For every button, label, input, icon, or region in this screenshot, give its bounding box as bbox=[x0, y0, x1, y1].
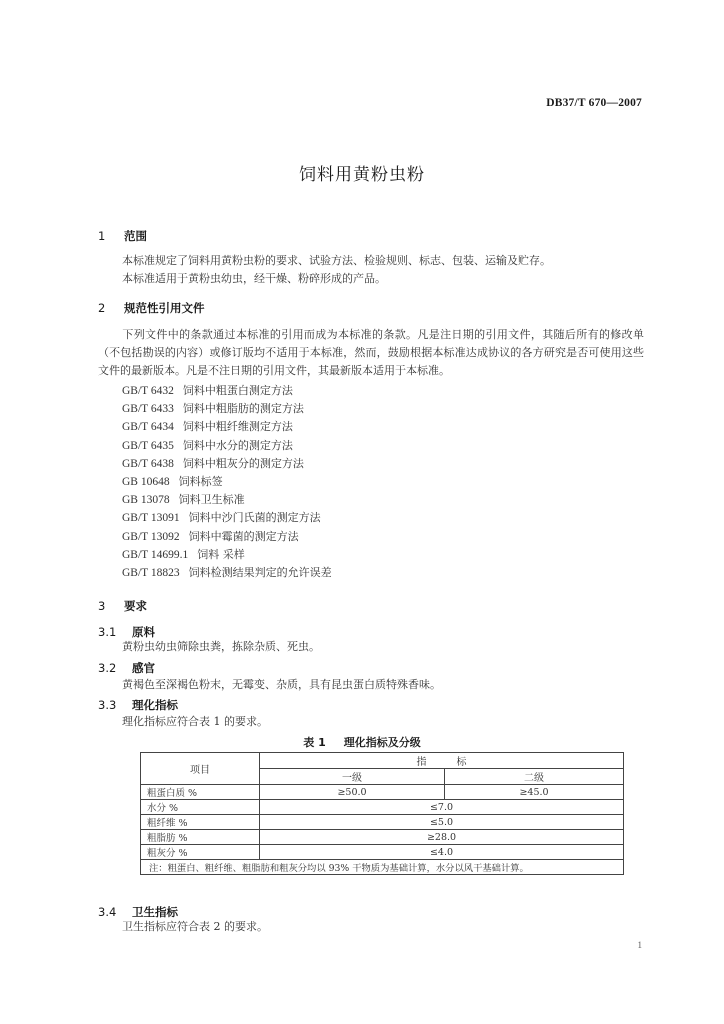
column-header-index: 指 标 bbox=[260, 753, 624, 769]
table-caption: 表 1 理化指标及分级 bbox=[303, 736, 421, 749]
section-title: 范围 bbox=[124, 229, 147, 243]
table-row: 粗纤维 % ≤5.0 bbox=[141, 815, 624, 830]
table-row: 水分 % ≤7.0 bbox=[141, 800, 624, 815]
physicochemical-text: 理化指标应符合表 1 的要求。 bbox=[122, 715, 268, 728]
physicochemical-table bbox=[140, 752, 624, 875]
reference-item: GB/T 6435 饲料中水分的测定方法 bbox=[122, 438, 293, 452]
section-heading-3 bbox=[98, 598, 147, 614]
section-number: 3 bbox=[98, 599, 106, 613]
reference-item: GB/T 13092 饲料中霉菌的测定方法 bbox=[122, 529, 299, 543]
reference-item: GB/T 14699.1 饲料 采样 bbox=[122, 547, 245, 561]
reference-item: GB 10648 饲料标签 bbox=[122, 475, 223, 489]
table-note: 注：粗蛋白、粗纤维、粗脂肪和粗灰分均以 93% 干物质为基础计算，水分以风干基础计算。 bbox=[141, 860, 624, 875]
reference-list bbox=[122, 382, 332, 582]
scope-paragraph-2: 本标准适用于黄粉虫幼虫，经干燥、粉碎形成的产品。 bbox=[122, 272, 386, 285]
table-row: 粗脂肪 % ≥28.0 bbox=[141, 830, 624, 845]
table-row: 粗灰分 % ≤4.0 bbox=[141, 845, 624, 860]
subsection-heading-3-4: 3.4 卫生指标 bbox=[98, 905, 178, 919]
sensory-text: 黄褐色至深褐色粉末，无霉变、杂质，具有昆虫蛋白质特殊香味。 bbox=[122, 678, 441, 691]
section-title: 要求 bbox=[124, 599, 147, 613]
reference-item: GB/T 13091 饲料中沙门氏菌的测定方法 bbox=[122, 511, 321, 525]
reference-item: GB/T 6432 饲料中粗蛋白测定方法 bbox=[122, 384, 293, 397]
section-heading-1 bbox=[98, 228, 147, 244]
column-header-grade-2: 二级 bbox=[445, 769, 624, 785]
reference-item: GB/T 6438 饲料中粗灰分的测定方法 bbox=[122, 456, 304, 470]
page-number: 1 bbox=[637, 940, 642, 950]
reference-item: GB/T 18823 饲料检测结果判定的允许误差 bbox=[122, 566, 332, 580]
standard-code: DB37/T 670—2007 bbox=[546, 97, 642, 109]
table-row: 粗蛋白质 % ≥50.0 ≥45.0 bbox=[141, 785, 624, 800]
scope-paragraph-1: 本标准规定了饲料用黄粉虫粉的要求、试验方法、检验规则、标志、包装、运输及贮存。 bbox=[122, 254, 551, 267]
section-heading-2 bbox=[98, 300, 205, 316]
reference-item: GB/T 6434 饲料中粗纤维测定方法 bbox=[122, 420, 293, 434]
section-number: 2 bbox=[98, 301, 106, 315]
normative-references-paragraph: 下列文件中的条款通过本标准的引用而成为本标准的条款。凡是注日期的引用文件，其随后所有的修改单（不包括勘误的内容）或修订版均不适用于本标准，然而，鼓励根据本标准达成协议的各方研究是否可使用这些文件的最新版本。凡是不注日期的引用文件，其最新版本适用于本标准。 bbox=[98, 328, 644, 377]
document-title: 饲料用黄粉虫粉 bbox=[299, 165, 425, 185]
table-note-row bbox=[141, 860, 624, 875]
section-number: 1 bbox=[98, 229, 106, 243]
subsection-heading-3-3: 3.3 理化指标 bbox=[98, 698, 178, 712]
hygiene-text: 卫生指标应符合表 2 的要求。 bbox=[122, 920, 268, 933]
reference-item: GB/T 6433 饲料中粗脂肪的测定方法 bbox=[122, 402, 304, 416]
reference-item: GB 13078 饲料卫生标准 bbox=[122, 493, 245, 507]
section-title: 规范性引用文件 bbox=[124, 301, 205, 315]
subsection-heading-3-2: 3.2 感官 bbox=[98, 661, 155, 675]
raw-material-text: 黄粉虫幼虫筛除虫粪，拣除杂质、死虫。 bbox=[122, 640, 320, 653]
column-header-grade-1: 一级 bbox=[260, 769, 445, 785]
column-header-item: 项目 bbox=[141, 753, 260, 785]
subsection-heading-3-1: 3.1 原料 bbox=[98, 625, 155, 639]
